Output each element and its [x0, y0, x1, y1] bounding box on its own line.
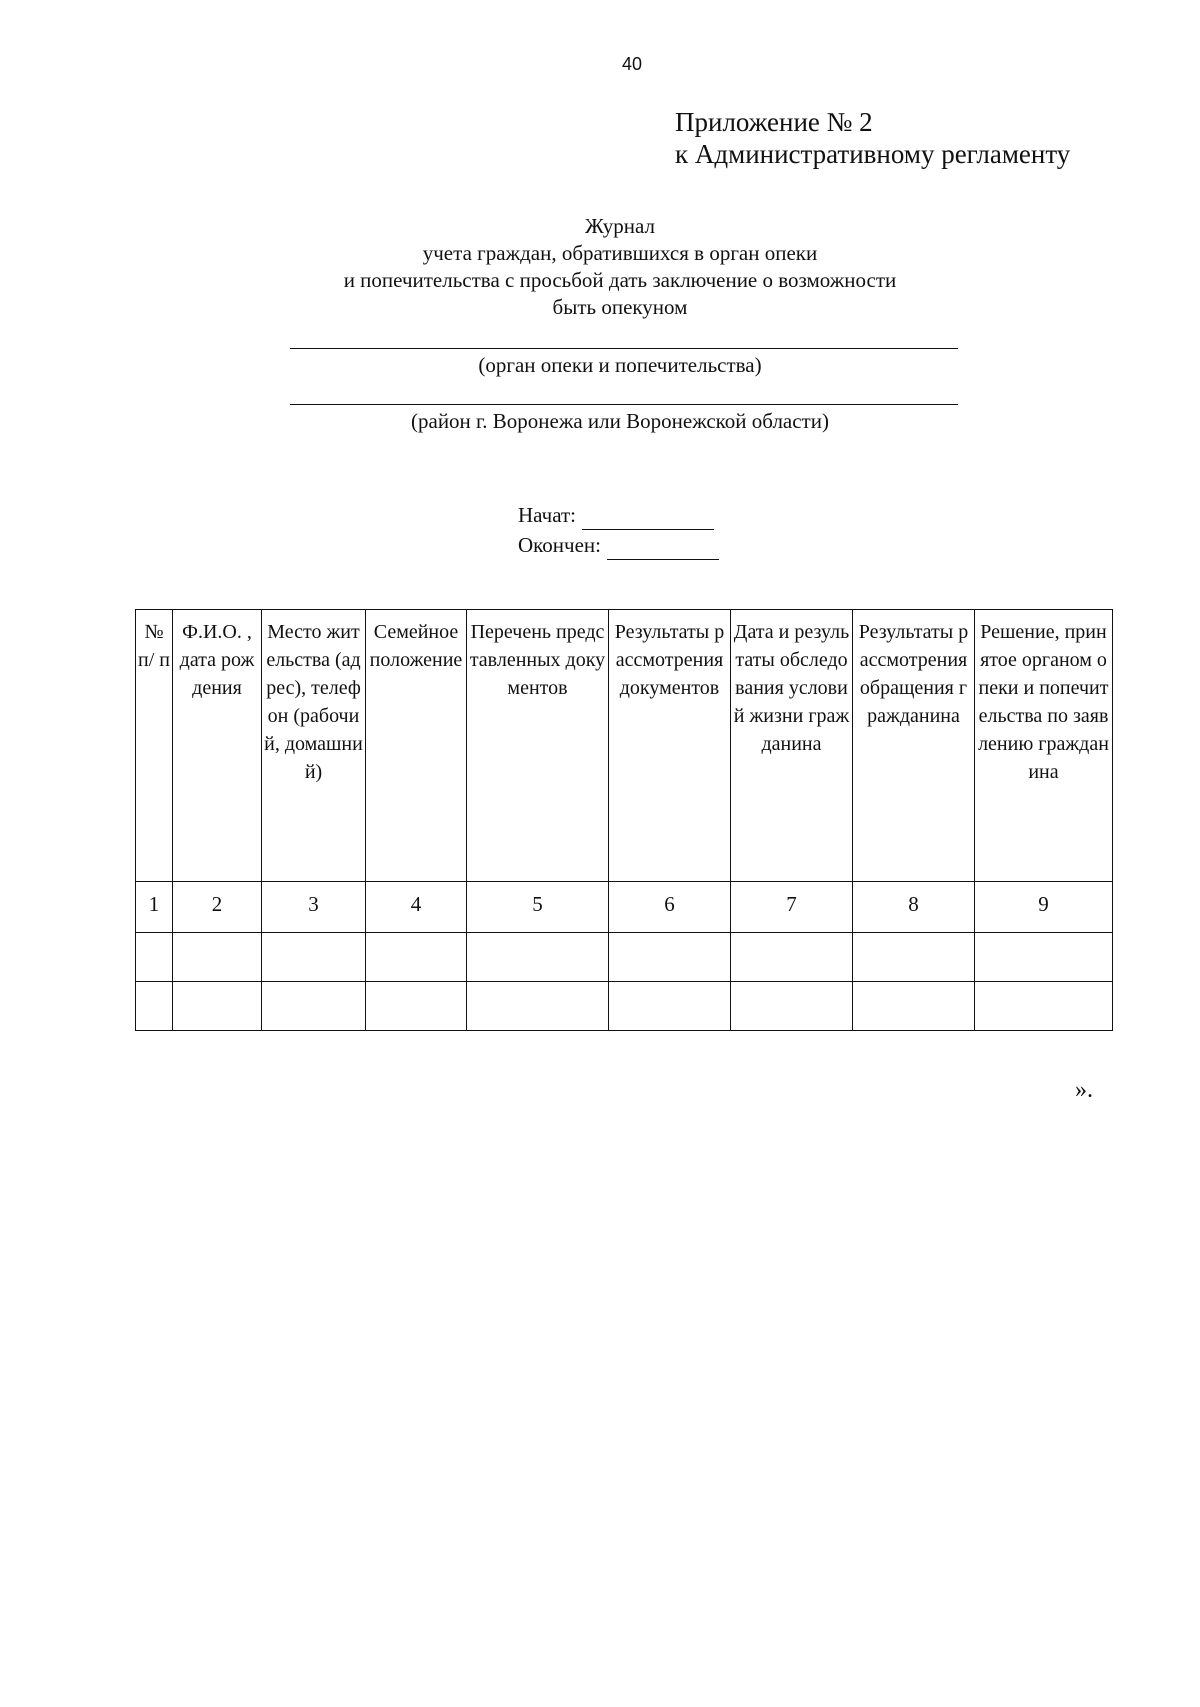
header-cell: Перечень представленных документов [467, 610, 609, 882]
header-cell: Ф.И.О. , дата рождения [173, 610, 262, 882]
authority-fill-line [290, 348, 958, 349]
empty-entry-row [136, 933, 1113, 982]
appendix-line-2: к Административному регламенту [675, 139, 1071, 169]
title-line-4: быть опекуном [552, 295, 688, 319]
started-blank [582, 509, 714, 530]
page-number: 40 [622, 54, 643, 74]
column-number-cell: 1 [136, 882, 173, 933]
finished-label: Окончен: [518, 533, 601, 557]
header-cell: Результаты рассмотрения документов [609, 610, 731, 882]
title-line-2: учета граждан, обратившихся в орган опеки [422, 241, 818, 265]
table-header-row [136, 610, 1113, 882]
column-number-cell: 4 [366, 882, 467, 933]
column-number-cell: 9 [975, 882, 1113, 933]
column-number-cell: 7 [731, 882, 853, 933]
empty-cell [853, 933, 975, 982]
appendix-heading [675, 106, 1070, 170]
finished-row [518, 530, 719, 560]
empty-cell [262, 933, 366, 982]
empty-cell [975, 933, 1113, 982]
header-cell: Дата и результаты обследования условий жизни гражданина [731, 610, 853, 882]
title-line-1: Журнал [584, 214, 655, 238]
column-number-row [136, 882, 1113, 933]
empty-cell [173, 933, 262, 982]
authority-caption: (орган опеки и попечительства) [478, 353, 762, 377]
empty-cell [853, 982, 975, 1031]
empty-cell [975, 982, 1113, 1031]
empty-cell [609, 982, 731, 1031]
column-number-cell: 5 [467, 882, 609, 933]
empty-cell [366, 933, 467, 982]
empty-entry-row [136, 982, 1113, 1031]
empty-cell [262, 982, 366, 1031]
column-number-cell: 8 [853, 882, 975, 933]
document-title [200, 213, 1040, 321]
header-cell: Место жительства (адрес), телефон (рабочий, домашний) [262, 610, 366, 882]
column-number-cell: 2 [173, 882, 262, 933]
empty-cell [136, 933, 173, 982]
header-cell: Результаты рассмотрения обращения гражданина [853, 610, 975, 882]
started-label: Начат: [518, 503, 576, 527]
header-cell: Решение, принятое органом опеки и попечительства по заявлению гражданина [975, 610, 1113, 882]
started-row [518, 500, 719, 530]
journal-dates [518, 500, 719, 560]
empty-cell [467, 982, 609, 1031]
empty-cell [731, 982, 853, 1031]
empty-cell [366, 982, 467, 1031]
header-cell: № п/ п [136, 610, 173, 882]
column-number-cell: 3 [262, 882, 366, 933]
district-caption: (район г. Воронежа или Воронежской области) [411, 409, 829, 433]
district-fill-line [290, 404, 958, 405]
finished-blank [607, 539, 719, 560]
empty-cell [609, 933, 731, 982]
empty-cell [731, 933, 853, 982]
closing-quote-mark: ». [1075, 1077, 1093, 1103]
appendix-line-1: Приложение № 2 [675, 107, 873, 137]
empty-cell [136, 982, 173, 1031]
empty-cell [467, 933, 609, 982]
column-number-cell: 6 [609, 882, 731, 933]
empty-cell [173, 982, 262, 1031]
title-line-3: и попечительства с просьбой дать заключение о возможности [343, 268, 897, 292]
registration-journal-table [135, 609, 1113, 1031]
header-cell: Семейное положение [366, 610, 467, 882]
